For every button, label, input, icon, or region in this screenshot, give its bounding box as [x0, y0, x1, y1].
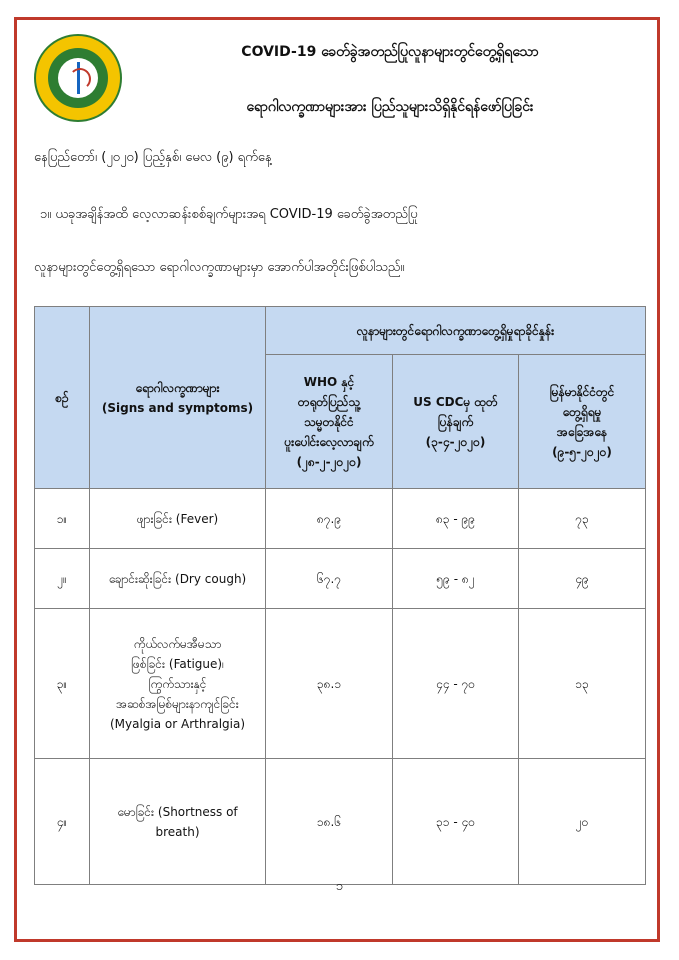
header-symptom-mm: ရောဂါလက္ခဏာများ: [135, 380, 220, 395]
header-who: [266, 355, 393, 489]
table-row: [35, 549, 646, 609]
symptom-line: အဆစ်အမြစ်များနာကျင်ခြင်း: [116, 696, 239, 711]
row-mm: ၁၃: [519, 609, 646, 759]
header-mm-line: မြန်မာနိုင်ငံတွင်: [549, 384, 615, 399]
header-myanmar: [519, 355, 646, 489]
row-symptom: [90, 549, 266, 609]
row-mm: ၄၉: [519, 549, 646, 609]
page-number: ၁: [335, 879, 344, 894]
symptom-line: မောခြင်း (Shortness of: [117, 804, 238, 819]
symptoms-table: [34, 306, 646, 885]
symptom-line: (Myalgia or Arthralgia): [109, 716, 246, 731]
symptom-line: breath): [155, 824, 200, 839]
date-line: နေပြည်တော်၊ (၂၀၂၀) ပြည့်နှစ်၊ မေလ (၉) ရက်နေ့: [34, 150, 272, 165]
row-who: ၆၇.၇: [266, 549, 393, 609]
row-cdc: ၃၁ - ၄၀: [393, 759, 519, 885]
table-row: [35, 759, 646, 885]
row-cdc: ၄၄ - ၇၀: [393, 609, 519, 759]
header-mm-line: တွေ့ရှိရမှု: [562, 404, 602, 419]
header-who-line: ပူးပေါင်းလေ့လာချက်: [284, 434, 374, 449]
header-cdc: [393, 355, 519, 489]
header-who-line: တရုတ်ပြည်သူ့: [297, 394, 361, 409]
header-no: စဉ်: [35, 307, 90, 489]
header-cdc-line: US CDCမှ ထုတ်: [413, 394, 498, 409]
row-symptom: [90, 759, 266, 885]
symptom-line: ကိုယ်လက်မအီမသာ: [133, 636, 222, 651]
snake-icon: [69, 68, 91, 90]
row-who: ၈၇.၉: [266, 489, 393, 549]
row-mm: ၂၀: [519, 759, 646, 885]
header-symptom-en: (Signs and symptoms): [101, 400, 254, 415]
row-no: ၁။: [35, 489, 90, 549]
header-cdc-line: ပြန်ချက်: [437, 414, 474, 429]
row-cdc: ၈၃ - ၉၉: [393, 489, 519, 549]
row-symptom: [90, 489, 266, 549]
table-row: [35, 489, 646, 549]
header-symptom: [90, 307, 266, 489]
row-mm: ၇၃: [519, 489, 646, 549]
row-cdc: ၅၉ - ၈၂: [393, 549, 519, 609]
symptom-line: ကြွက်သားနှင့်: [148, 676, 207, 691]
row-no: ၃။: [35, 609, 90, 759]
row-symptom: [90, 609, 266, 759]
row-who: ၁၈.၆: [266, 759, 393, 885]
row-no: ၂။: [35, 549, 90, 609]
symptom-line: ဖြစ်ခြင်း (Fatigue)၊: [131, 656, 224, 671]
seal-ring: [48, 48, 108, 108]
title-line-1: COVID-19 ခေတ်ခွဲအတည်ပြုလူနာများတွင်တွေ့ရှိရသော: [241, 44, 539, 60]
seal-center: [58, 58, 98, 98]
row-no: ၄။: [35, 759, 90, 885]
header-who-line: WHO နှင့်: [303, 374, 355, 389]
symptom-line: ချောင်းဆိုးခြင်း (Dry cough): [108, 571, 247, 586]
header-cdc-line: (၃-၄-၂၀၂၀): [425, 434, 486, 449]
ministry-seal: [34, 34, 122, 122]
header-who-line: (၂၈-၂-၂၀၂၀): [296, 454, 362, 469]
symptom-line: ဖျားခြင်း (Fever): [136, 511, 219, 526]
header-who-line: သမ္မတနိုင်ငံ: [304, 414, 354, 429]
row-who: ၃၈.၁: [266, 609, 393, 759]
header-mm-line: အခြေအနေ: [556, 424, 608, 439]
title-line-2: ရောဂါလက္ခဏာများအား ပြည်သူများသိရှိနိုင်ရန်ဖော်ပြခြင်း: [246, 99, 534, 115]
header-group: လူနာများတွင်ရောဂါလက္ခဏာတွေ့ရှိမှုရာခိုင်နှုန်း: [266, 307, 646, 355]
paragraph-line-2: လူနာများတွင်တွေ့ရှိရသော ရောဂါလက္ခဏာများမှာ အောက်ပါအတိုင်းဖြစ်ပါသည်။: [34, 260, 405, 275]
table-row: [35, 609, 646, 759]
header-mm-line: (၉-၅-၂၀၂၀): [552, 444, 612, 459]
paragraph-line-1: ၁။ ယခုအချိန်အထိ လေ့လာဆန်းစစ်ချက်များအရ COVID-19 ခေတ်ခွဲအတည်ပြု: [40, 207, 418, 222]
